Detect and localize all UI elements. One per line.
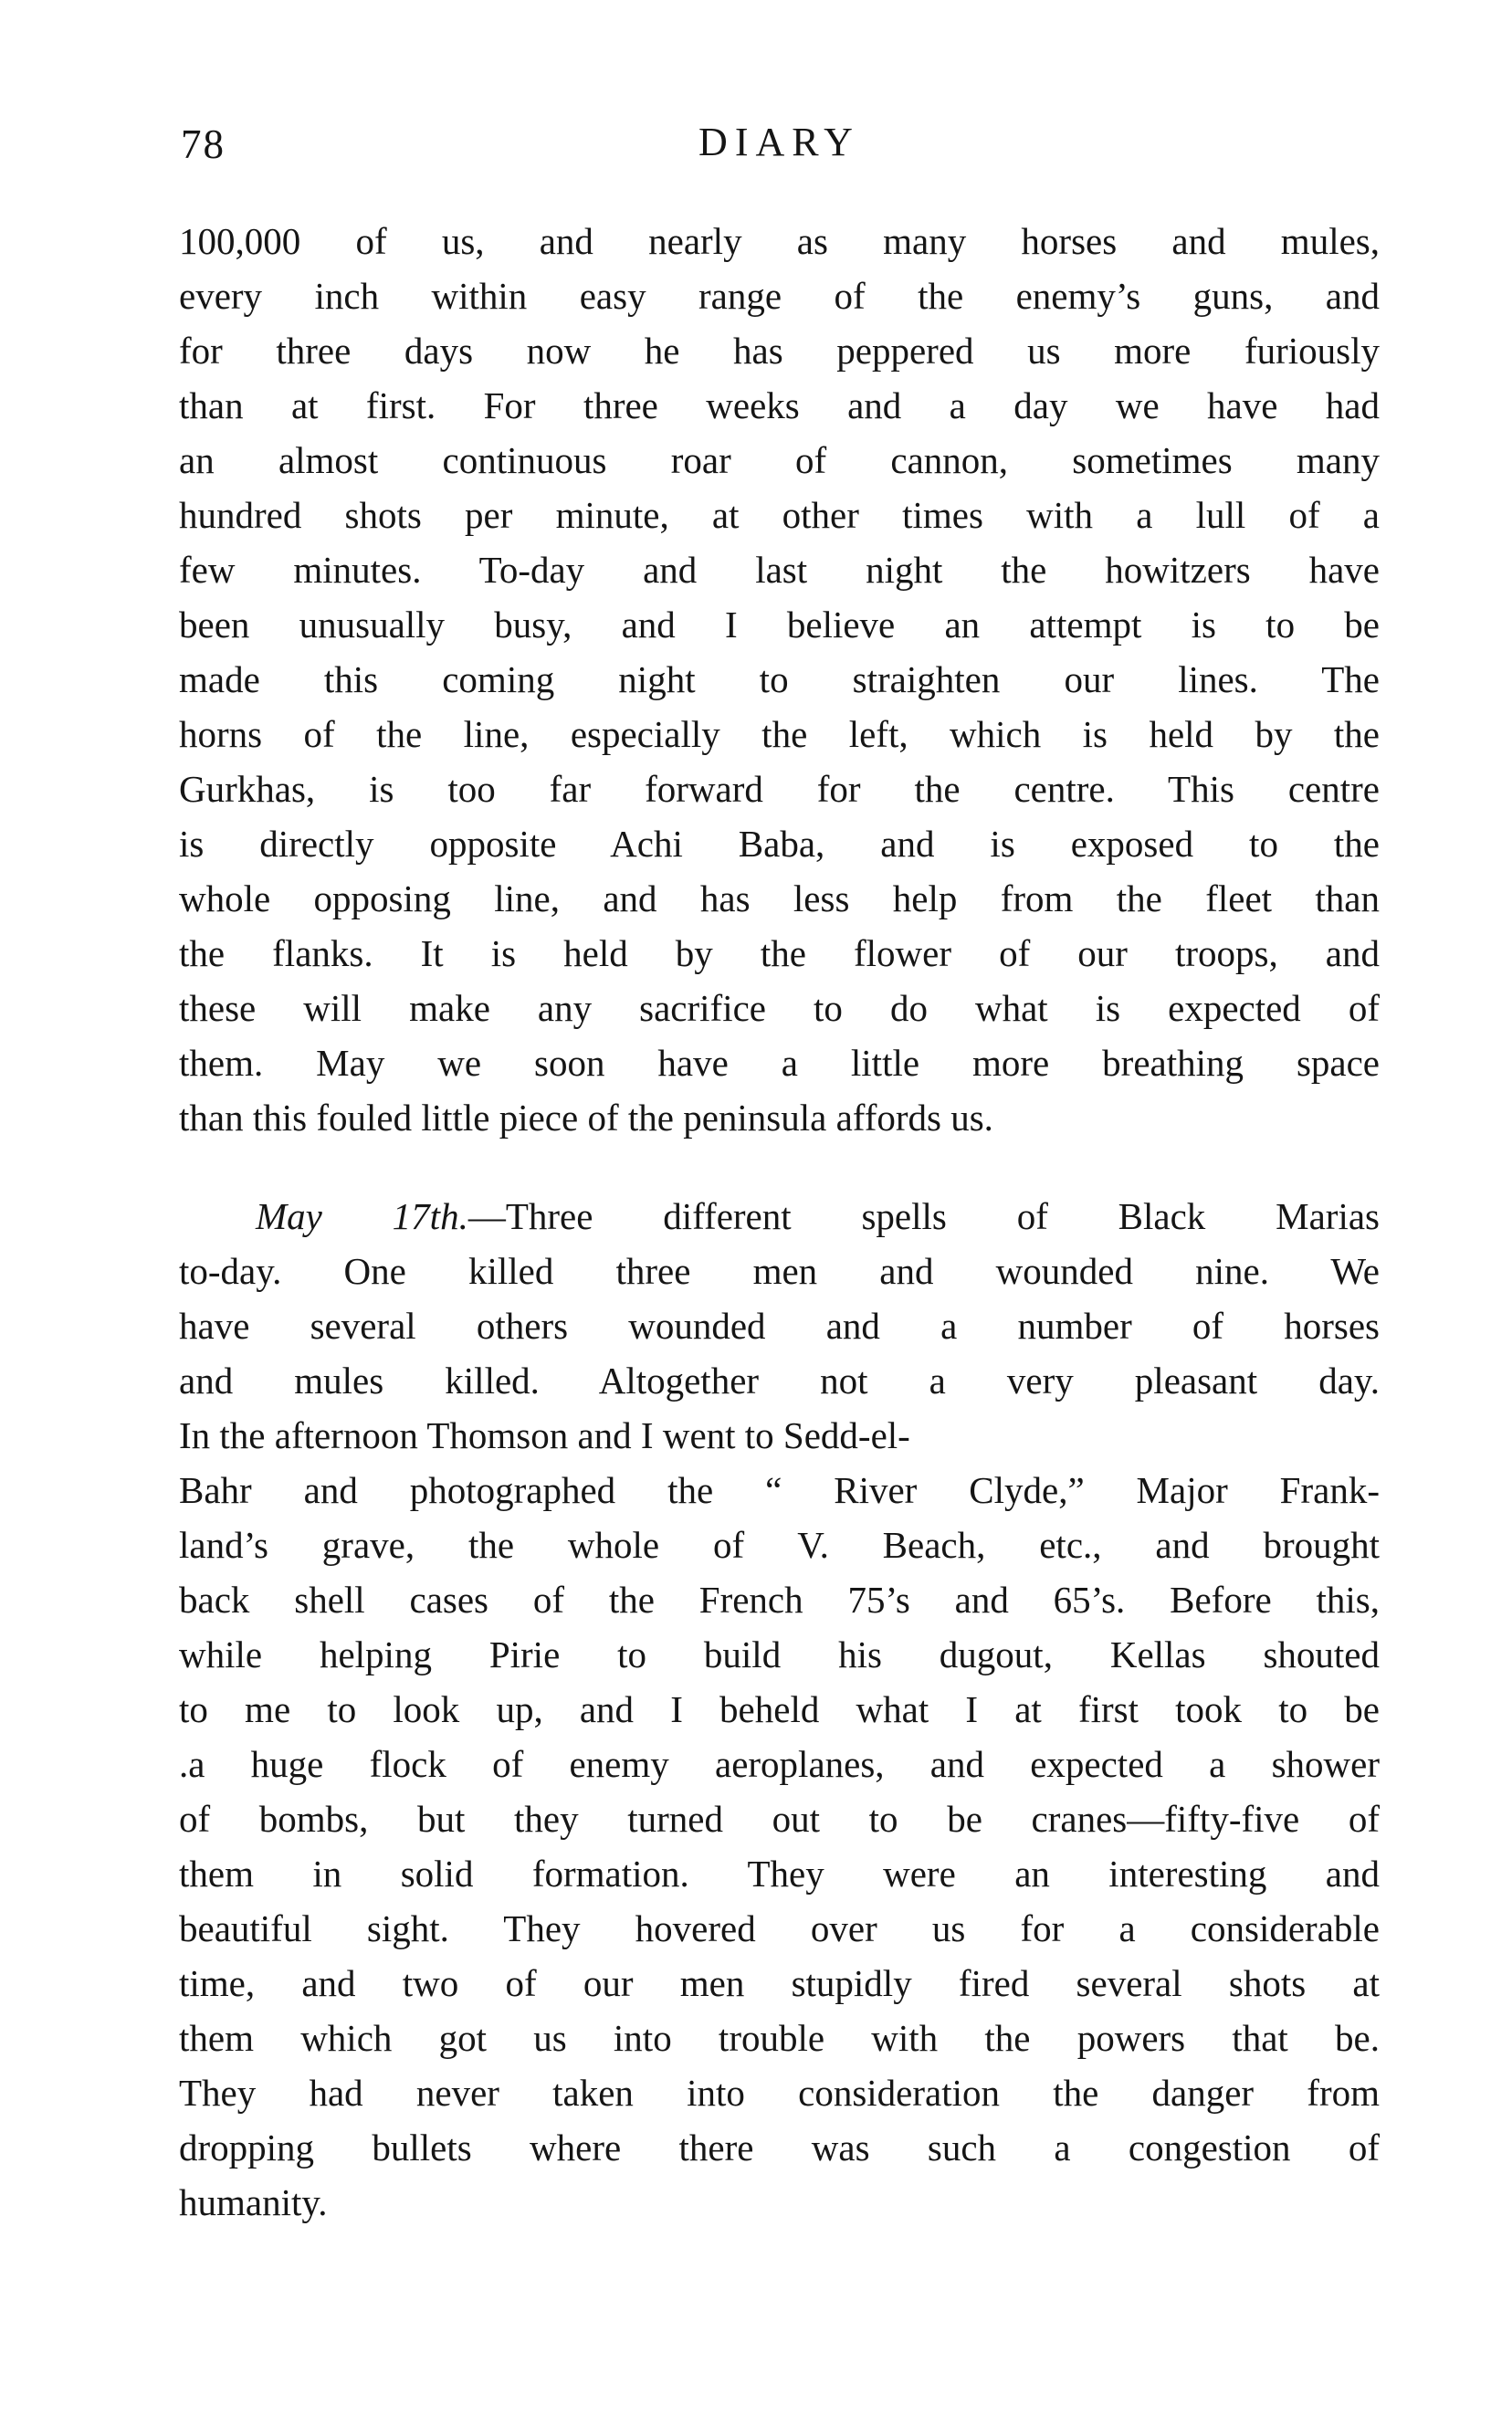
text-line: In the afternoon Thomson and I went to Sedd-el- <box>179 1414 910 1456</box>
text-line: time, and two of our men stupidly fired several shots at <box>179 1962 1380 2004</box>
text-line: 100,000 of us, and nearly as many horses and mules, <box>179 220 1380 262</box>
text-line: back shell cases of the French 75’s and 65’s. Before this, <box>179 1579 1380 1621</box>
text-line: been unusually busy, and I believe an attempt is to be <box>179 604 1380 646</box>
text-line: May 17th.—Three different spells of Black Marias <box>256 1195 1380 1237</box>
text-line: an almost continuous roar of cannon, sometimes many <box>179 439 1380 481</box>
page-body-text <box>179 214 1380 2230</box>
text-line: hundred shots per minute, at other times with a lull of a <box>179 494 1380 536</box>
text-line: is directly opposite Achi Baba, and is exposed to the <box>179 823 1380 865</box>
text-line: few minutes. To-day and last night the howitzers have <box>179 549 1380 591</box>
text-line: Gurkhas, is too far forward for the centre. This centre <box>179 768 1380 810</box>
text-line: made this coming night to straighten our lines. The <box>179 658 1380 700</box>
paragraph <box>179 214 1380 1145</box>
running-head-title: DIARY <box>698 120 860 164</box>
text-line: .a huge flock of enemy aeroplanes, and expected a shower <box>179 1743 1380 1785</box>
text-line: whole opposing line, and has less help from the fleet than <box>179 877 1380 919</box>
text-line: while helping Pirie to build his dugout, Kellas shouted <box>179 1633 1380 1675</box>
text-line: them in solid formation. They were an interesting and <box>179 1853 1380 1895</box>
text-line: of bombs, but they turned out to be cranes—fifty-five of <box>179 1798 1380 1840</box>
page-number: 78 <box>181 121 226 167</box>
paragraph <box>179 1463 1380 2230</box>
running-head <box>179 119 1380 173</box>
text-line: have several others wounded and a number of horses <box>179 1305 1380 1347</box>
text-line: the flanks. It is held by the flower of our troops, and <box>179 932 1380 974</box>
text-line: to-day. One killed three men and wounded nine. We <box>179 1250 1380 1292</box>
text-line: horns of the line, especially the left, which is held by the <box>179 713 1380 755</box>
text-line: Bahr and photographed the “ River Clyde,” Major Frank- <box>179 1469 1380 1511</box>
text-line: every inch within easy range of the enemy’s guns, and <box>179 275 1380 317</box>
text-line: to me to look up, and I beheld what I at first took to be <box>179 1688 1380 1730</box>
text-line: dropping bullets where there was such a congestion of <box>179 2127 1380 2169</box>
text-line: beautiful sight. They hovered over us for a considerable <box>179 1907 1380 1949</box>
text-line: these will make any sacrifice to do what is expected of <box>179 987 1380 1029</box>
text-line: for three days now he has peppered us more furiously <box>179 330 1380 372</box>
text-line: than this fouled little piece of the peninsula affords us. <box>179 1097 993 1139</box>
text-line: them which got us into trouble with the powers that be. <box>179 2017 1380 2059</box>
text-line: humanity. <box>179 2181 328 2223</box>
text-line: and mules killed. Altogether not a very pleasant day. <box>179 1360 1380 1402</box>
text-line: than at first. For three weeks and a day we have had <box>179 384 1380 426</box>
paragraph-diary-entry <box>179 1189 1380 1463</box>
text-line: land’s grave, the whole of V. Beach, etc., and brought <box>179 1524 1380 1566</box>
text-line: them. May we soon have a little more breathing space <box>179 1042 1380 1084</box>
text-line: They had never taken into consideration the danger from <box>179 2072 1380 2114</box>
